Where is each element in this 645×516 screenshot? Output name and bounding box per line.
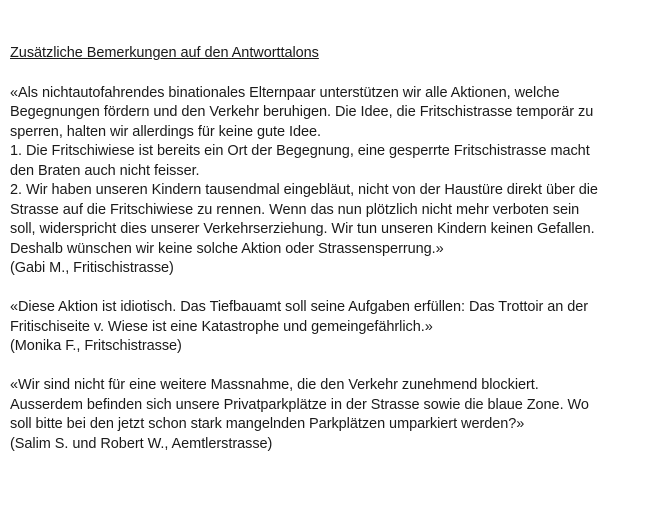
comment-line: soll bitte bei den jetzt schon stark mangelnden Parkplätzen umparkiert werden?» [10, 416, 525, 432]
comment-block-1 [10, 84, 640, 279]
comment-line: Begegnungen fördern und den Verkehr beruhigen. Die Idee, die Fritschistrasse temporär zu [10, 104, 594, 120]
comment-author: (Monika F., Fritschistrasse) [10, 338, 182, 354]
comment-line: soll, widerspricht dies unserer Verkehrserziehung. Wir tun unseren Kindern keinen Gefallen. [10, 221, 595, 237]
comment-block-2 [10, 298, 640, 357]
comment-line: «Diese Aktion ist idiotisch. Das Tiefbauamt soll seine Aufgaben erfüllen: Das Trottoir an der [10, 299, 589, 315]
comment-line: den Braten auch nicht feisser. [10, 162, 200, 179]
comment-block-3 [10, 376, 640, 454]
document-page [10, 44, 640, 474]
comment-line: Strasse auf die Fritschiwiese zu rennen. Wenn das nun plötzlich nicht mehr verboten sein [10, 201, 580, 218]
comment-line: Deshalb wünschen wir keine solche Aktion oder Strassensperrung.» [10, 240, 444, 257]
comment-line: Ausserdem befinden sich unsere Privatparkplätze in der Strasse sowie die blaue Zone. Wo [10, 396, 589, 413]
comment-line: sperren, halten wir allerdings für keine gute Idee. [10, 123, 321, 140]
comment-author: (Salim S. und Robert W., Aemtlerstrasse) [10, 435, 273, 452]
document-heading: Zusätzliche Bemerkungen auf den Antworttalons [10, 45, 319, 61]
comment-line: «Wir sind nicht für eine weitere Massnahme, die den Verkehr zunehmend blockiert. [10, 377, 539, 393]
comment-author: (Gabi M., Fritischistrasse) [10, 260, 174, 276]
comment-line: «Als nichtautofahrendes binationales Elternpaar unterstützen wir alle Aktionen, welche [10, 84, 560, 101]
comment-line: 1. Die Fritschiwiese ist bereits ein Ort der Begegnung, eine gesperrte Fritschistrasse macht [10, 143, 590, 159]
comment-line: Fritischiseite v. Wiese ist eine Katastrophe und gemeingefährlich.» [10, 318, 433, 335]
comment-line: 2. Wir haben unseren Kindern tausendmal eingebläut, nicht von der Haustüre direkt über die [10, 182, 598, 198]
